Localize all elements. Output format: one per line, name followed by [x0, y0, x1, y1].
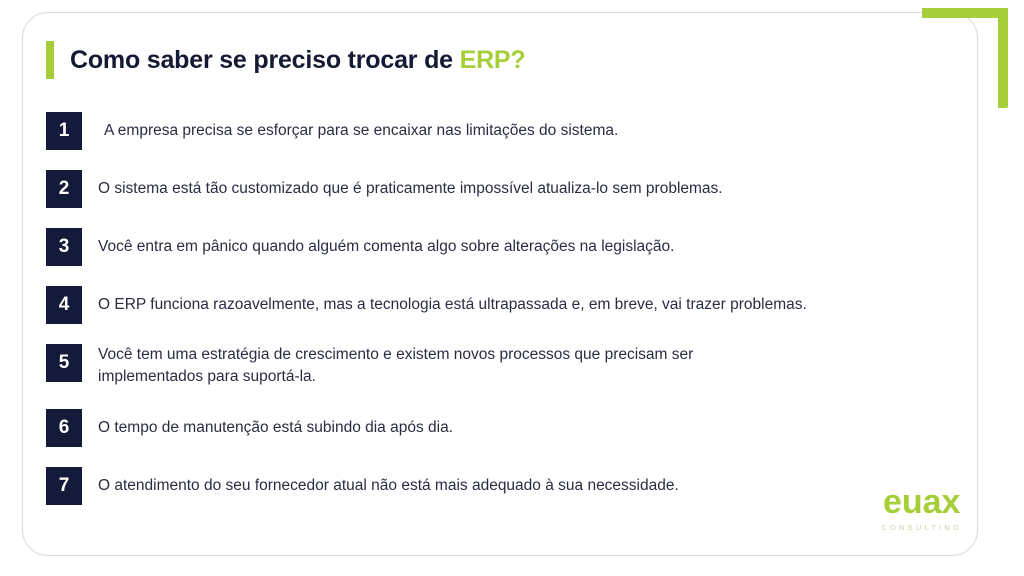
title-accent-bar — [46, 41, 54, 79]
list-item-text: O ERP funciona razoavelmente, mas a tecnologia está ultrapassada e, em breve, vai trazer problemas. — [98, 296, 807, 313]
title-text-highlight: ERP? — [459, 45, 526, 74]
list-item-number-badge: 7 — [46, 467, 82, 505]
list-item-text: Você tem uma estratégia de crescimento e existem novos processos que precisam ser implementados para suportá-la. — [98, 346, 694, 386]
list-item-text: O tempo de manutenção está subindo dia após dia. — [98, 418, 454, 436]
logo-tagline: CONSULTING — [881, 523, 962, 532]
list-item — [46, 286, 926, 324]
euax-logo — [881, 485, 962, 532]
list-item-number-badge: 3 — [46, 228, 82, 266]
logo-wordmark: euax — [882, 483, 961, 521]
list-item — [46, 344, 926, 389]
corner-bracket-decoration — [922, 8, 1008, 108]
list-item-text: O sistema está tão customizado que é praticamente impossível atualiza-lo sem problemas. — [98, 180, 723, 197]
list-item-text: Você entra em pânico quando alguém comenta algo sobre alterações na legislação. — [98, 238, 675, 255]
title-text-prefix: Como saber se preciso trocar de — [70, 45, 460, 74]
corner-bracket-horizontal-bar — [922, 8, 1008, 18]
list-item-number-badge: 2 — [46, 170, 82, 208]
list-item — [46, 228, 926, 266]
corner-bracket-vertical-bar — [998, 8, 1008, 108]
title-text — [70, 46, 525, 75]
list-item-text: A empresa precisa se esforçar para se encaixar nas limitações do sistema. — [104, 122, 619, 139]
reasons-list — [46, 112, 926, 525]
list-item — [46, 409, 926, 447]
list-item — [46, 170, 926, 208]
list-item-number-badge: 5 — [46, 344, 82, 382]
list-item-text: O atendimento do seu fornecedor atual não está mais adequado à sua necessidade. — [98, 476, 679, 494]
list-item — [46, 112, 926, 150]
list-item-number-badge: 4 — [46, 286, 82, 324]
list-item-number-badge: 1 — [46, 112, 82, 150]
list-item — [46, 467, 926, 505]
list-item-number-badge: 6 — [46, 409, 82, 447]
page-title — [46, 38, 525, 82]
